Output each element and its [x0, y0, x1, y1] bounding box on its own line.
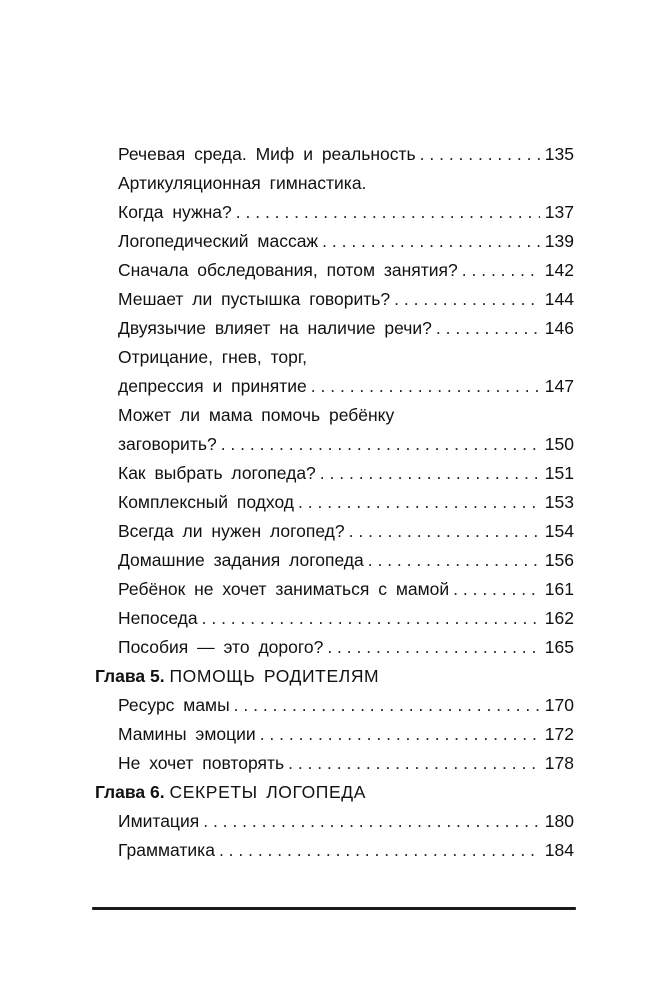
page-number: 137 — [544, 202, 574, 222]
page-number: 172 — [544, 724, 574, 744]
toc-entry-text: заговорить? — [118, 434, 217, 454]
chapter-title: ПОМОЩЬ РОДИТЕЛЯМ — [169, 666, 380, 686]
dot-leader — [260, 720, 540, 749]
dot-leader — [453, 575, 540, 604]
toc-entry-text: Непоседа — [118, 608, 198, 628]
dot-leader — [221, 430, 540, 459]
toc-entry — [118, 314, 574, 343]
toc-entry-line — [118, 343, 574, 372]
dot-leader — [202, 604, 540, 633]
page-number: 142 — [544, 260, 574, 280]
dot-leader — [349, 517, 540, 546]
dot-leader — [327, 633, 540, 662]
page-number: 154 — [544, 521, 574, 541]
toc-entry-text: Ресурс мамы — [118, 695, 230, 715]
page-number: 139 — [544, 231, 574, 251]
toc-entry-text: Имитация — [118, 811, 200, 831]
dot-leader — [462, 256, 540, 285]
page-number: 178 — [544, 753, 574, 773]
page-number: 147 — [544, 376, 574, 396]
table-of-contents — [0, 140, 645, 865]
dot-leader — [298, 488, 540, 517]
toc-entry-text: Может ли мама помочь ребёнку — [118, 405, 395, 425]
toc-entry-text: Мамины эмоции — [118, 724, 256, 744]
page-number: 165 — [544, 637, 574, 657]
toc-entry — [118, 691, 574, 720]
dot-leader — [394, 285, 540, 314]
page-number: 135 — [544, 144, 574, 164]
dot-leader — [322, 227, 540, 256]
dot-leader — [288, 749, 540, 778]
toc-entry — [118, 227, 574, 256]
toc-entry-text: Сначала обследования, потом занятия? — [118, 260, 458, 280]
dot-leader — [236, 198, 540, 227]
toc-entry-text: Логопедический массаж — [118, 231, 319, 251]
toc-entry-line — [118, 169, 574, 198]
dot-leader — [320, 459, 540, 488]
dot-leader — [368, 546, 540, 575]
dot-leader — [436, 314, 540, 343]
toc-entry — [118, 198, 574, 227]
toc-entry — [118, 140, 574, 169]
dot-leader — [311, 372, 540, 401]
page-number: 146 — [544, 318, 574, 338]
dot-leader — [203, 807, 540, 836]
toc-entry — [118, 285, 574, 314]
page-number: 151 — [544, 463, 574, 483]
page-number: 180 — [544, 811, 574, 831]
page-number: 156 — [544, 550, 574, 570]
toc-entry — [118, 517, 574, 546]
toc-entry-text: Не хочет повторять — [118, 753, 285, 773]
toc-entry — [118, 807, 574, 836]
toc-entry-text: Двуязычие влияет на наличие речи? — [118, 318, 432, 338]
toc-entry-text: депрессия и принятие — [118, 376, 307, 396]
toc-entry — [118, 836, 574, 865]
toc-entry-text: Отрицание, гнев, торг, — [118, 347, 307, 367]
toc-entry — [118, 488, 574, 517]
page-number: 144 — [544, 289, 574, 309]
toc-entry — [118, 575, 574, 604]
toc-chapter-heading — [95, 662, 574, 691]
toc-entry-text: Когда нужна? — [118, 202, 232, 222]
toc-entry — [118, 256, 574, 285]
chapter-number: Глава 6. — [95, 782, 165, 802]
toc-entry — [118, 604, 574, 633]
page-number: 170 — [544, 695, 574, 715]
toc-chapter-heading — [95, 778, 574, 807]
toc-entry — [118, 749, 574, 778]
page-number: 162 — [544, 608, 574, 628]
toc-entry-text: Пособия — это дорого? — [118, 637, 324, 657]
toc-entry-text: Как выбрать логопеда? — [118, 463, 316, 483]
dot-leader — [420, 140, 540, 169]
toc-entry — [118, 546, 574, 575]
page-number: 153 — [544, 492, 574, 512]
page-number: 150 — [544, 434, 574, 454]
toc-entry-text: Всегда ли нужен логопед? — [118, 521, 345, 541]
toc-entry-text: Грамматика — [118, 840, 215, 860]
toc-entry — [118, 459, 574, 488]
toc-entry-text: Артикуляционная гимнастика. — [118, 173, 367, 193]
page-number: 161 — [544, 579, 574, 599]
toc-entry-text: Домашние задания логопеда — [118, 550, 364, 570]
toc-entry-text: Ребёнок не хочет заниматься с мамой — [118, 579, 450, 599]
dot-leader — [219, 836, 540, 865]
toc-entry-line — [118, 401, 574, 430]
toc-entry — [118, 720, 574, 749]
toc-entry — [118, 372, 574, 401]
bottom-rule — [92, 907, 576, 910]
toc-entry-text: Речевая среда. Миф и реальность — [118, 144, 416, 164]
dot-leader — [234, 691, 540, 720]
toc-entry-text: Мешает ли пустышка говорить? — [118, 289, 391, 309]
chapter-number: Глава 5. — [95, 666, 165, 686]
toc-entry — [118, 633, 574, 662]
toc-entry — [118, 430, 574, 459]
chapter-title: СЕКРЕТЫ ЛОГОПЕДА — [169, 782, 366, 802]
page-number: 184 — [544, 840, 574, 860]
toc-entry-text: Комплексный подход — [118, 492, 295, 512]
